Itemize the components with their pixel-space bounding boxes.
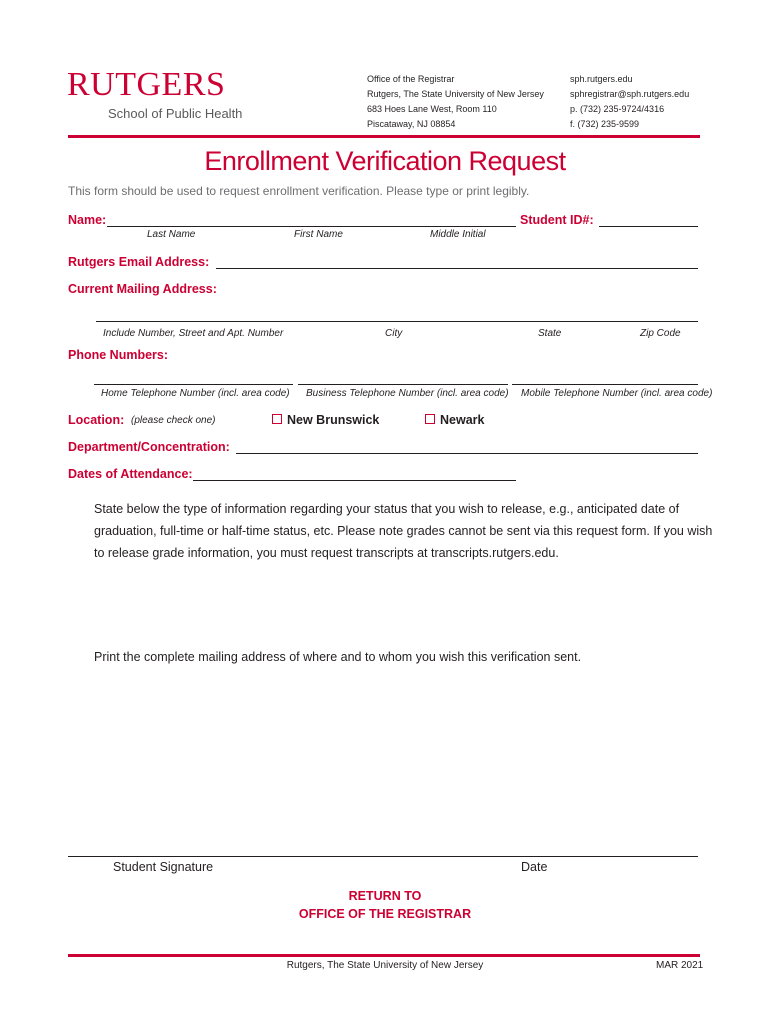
footer-revision: MAR 2021 [656,960,704,971]
mobile-phone-field[interactable] [512,384,698,385]
location-option-newark[interactable] [425,413,484,427]
signature-label: Student Signature [113,860,214,874]
name-label: Name: [68,213,107,227]
logo-subtitle: School of Public Health [108,106,243,121]
office-line: Office of the Registrar [367,74,455,84]
newark-label: Newark [440,413,485,427]
location-label: Location: [68,413,125,427]
middle-initial-hint: Middle Initial [430,229,486,240]
footer-university: Rutgers, The State University of New Jersey [286,960,484,971]
location-hint: (please check one) [131,415,216,426]
city-hint: City [385,328,403,339]
home-phone-hint: Home Telephone Number (incl. area code) [101,388,290,399]
mailing-address-field[interactable] [96,321,698,322]
last-name-hint: Last Name [147,229,196,240]
department-field[interactable] [236,453,698,454]
return-to-line: RETURN TO [348,889,422,903]
name-field[interactable] [107,226,516,227]
business-phone-hint: Business Telephone Number (incl. area code) [306,388,509,399]
mailing-instructions: Print the complete mailing address of where and to whom you wish this verification sent. [94,650,582,664]
dates-field[interactable] [193,480,516,481]
office-line: Piscataway, NJ 08854 [367,119,456,129]
form-title: Enrollment Verification Request [204,146,566,176]
registrar-line: OFFICE OF THE REGISTRAR [298,907,472,921]
phone-numbers-label: Phone Numbers: [68,348,169,362]
email-field[interactable] [216,268,698,269]
signature-field[interactable] [68,856,698,857]
checkbox-icon[interactable] [425,414,435,424]
phone-line: p. (732) 235-9724/4316 [570,104,665,114]
dates-label: Dates of Attendance: [68,467,193,481]
header-divider [68,135,700,138]
checkbox-icon[interactable] [272,414,282,424]
student-id-field[interactable] [599,226,698,227]
website-link[interactable]: sph.rutgers.edu [570,74,633,84]
office-contact [570,72,689,132]
new-brunswick-label: New Brunswick [287,413,380,427]
date-label: Date [521,860,548,874]
business-phone-field[interactable] [298,384,508,385]
mailing-address-label: Current Mailing Address: [68,282,217,296]
state-hint: State [538,328,562,339]
release-instructions: State below the type of information regarding your status that you wish to release, e.g., anticipated date of graduation, full-time or half-time status, etc. Please note grades cannot be sent via this request form. If you wish to release grade information, you must request transcripts at transcripts.rutgers.edu. [94,502,713,560]
location-option-new-brunswick[interactable] [272,413,379,427]
department-label: Department/Concentration: [68,440,230,454]
email-label: Rutgers Email Address: [68,255,210,269]
office-line: Rutgers, The State University of New Jersey [367,89,544,99]
fax-line: f. (732) 235-9599 [570,119,640,129]
address-hint: Include Number, Street and Apt. Number [103,328,284,339]
office-address [367,72,544,132]
first-name-hint: First Name [294,229,343,240]
zip-hint: Zip Code [640,328,681,339]
email-link[interactable]: sphregistrar@sph.rutgers.edu [570,89,690,99]
office-line: 683 Hoes Lane West, Room 110 [367,104,497,114]
home-phone-field[interactable] [94,384,293,385]
form-intro: This form should be used to request enrollment verification. Please type or print legibly. [68,184,530,198]
mobile-phone-hint: Mobile Telephone Number (incl. area code) [521,388,713,399]
rutgers-logo: RUTGERS [67,66,226,103]
footer-divider [68,954,700,957]
student-id-label: Student ID#: [520,213,594,227]
